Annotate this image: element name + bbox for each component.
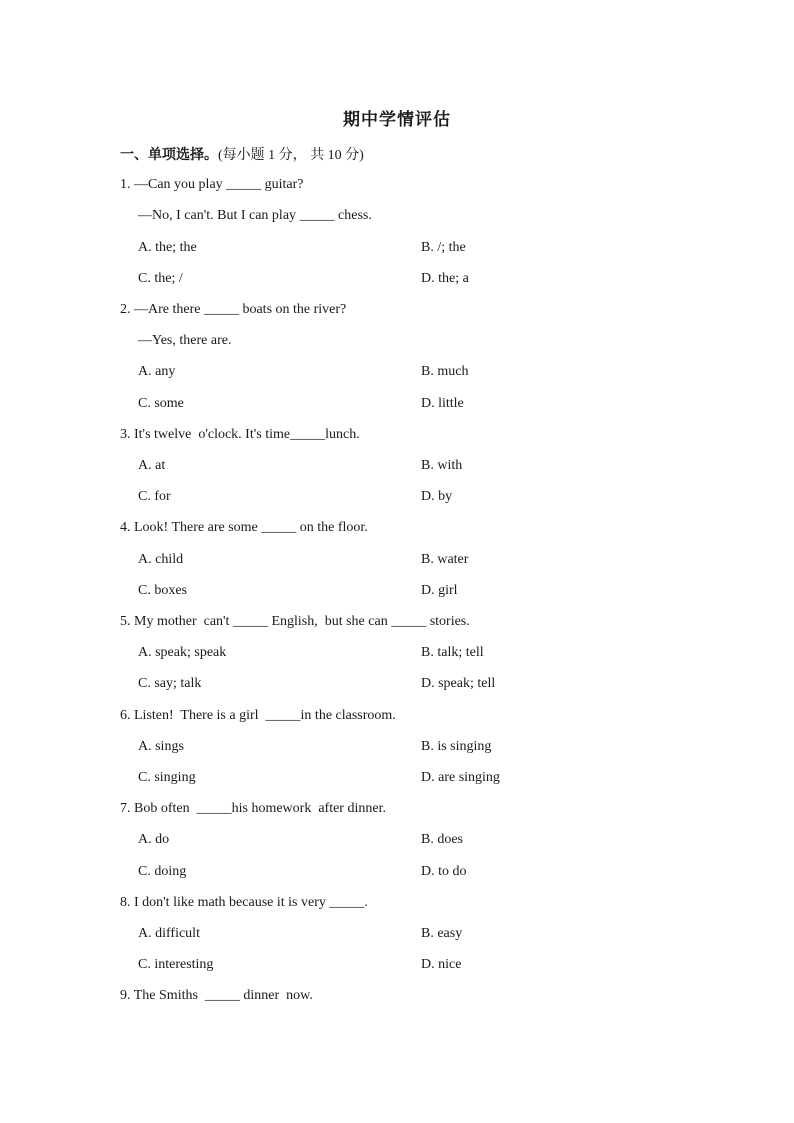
question-4-option-d: D. girl: [421, 583, 458, 598]
section-note: (每小题 1 分， 共 10 分): [218, 148, 364, 163]
question-7-option-b: B. does: [421, 832, 463, 847]
question-8-option-a: A. difficult: [138, 926, 200, 941]
question-2-reply: —Yes, there are.: [138, 333, 232, 348]
question-4-option-b: B. water: [421, 552, 469, 567]
question-1-option-b: B. /; the: [421, 240, 466, 255]
section-heading: [120, 144, 364, 164]
question-5-option-a: A. speak; speak: [138, 645, 227, 660]
question-6-option-b: B. is singing: [421, 739, 492, 754]
question-7-option-d: D. to do: [421, 864, 467, 879]
page-title: 期中学情评估: [343, 110, 451, 130]
question-8-option-b: B. easy: [421, 926, 463, 941]
question-5-stem: 5. My mother can't _____ English, but she can _____ stories.: [120, 614, 470, 629]
question-2-stem: 2. —Are there _____ boats on the river?: [120, 302, 347, 317]
question-6-option-a: A. sings: [138, 739, 184, 754]
question-3-option-c: C. for: [138, 489, 171, 504]
question-7-option-c: C. doing: [138, 864, 187, 879]
question-6-stem: 6. Listen! There is a girl _____in the classroom.: [120, 708, 396, 723]
question-5-option-b: B. talk; tell: [421, 645, 484, 660]
question-3-stem: 3. It's twelve o'clock. It's time_____lunch.: [120, 427, 360, 442]
question-5-option-d: D. speak; tell: [421, 676, 496, 691]
question-8-stem: 8. I don't like math because it is very _____.: [120, 895, 368, 910]
question-1-reply: —No, I can't. But I can play _____ chess.: [138, 208, 372, 223]
question-2-option-a: A. any: [138, 364, 176, 379]
question-2-option-c: C. some: [138, 396, 184, 411]
question-7-option-a: A. do: [138, 832, 170, 847]
question-3-option-b: B. with: [421, 458, 463, 473]
question-2-option-b: B. much: [421, 364, 469, 379]
question-8-option-d: D. nice: [421, 957, 462, 972]
question-3-option-a: A. at: [138, 458, 166, 473]
question-1-option-d: D. the; a: [421, 271, 469, 286]
question-6-option-c: C. singing: [138, 770, 196, 785]
section-label: 一、单项选择。: [120, 147, 218, 163]
question-8-option-c: C. interesting: [138, 957, 214, 972]
question-2-option-d: D. little: [421, 396, 464, 411]
question-4-stem: 4. Look! There are some _____ on the floor.: [120, 520, 368, 535]
question-1-option-a: A. the; the: [138, 240, 197, 255]
question-6-option-d: D. are singing: [421, 770, 500, 785]
question-7-stem: 7. Bob often _____his homework after dinner.: [120, 801, 386, 816]
question-9-stem: 9. The Smiths _____ dinner now.: [120, 988, 313, 1003]
question-5-option-c: C. say; talk: [138, 676, 202, 691]
question-4-option-c: C. boxes: [138, 583, 187, 598]
question-3-option-d: D. by: [421, 489, 453, 504]
question-1-option-c: C. the; /: [138, 271, 183, 286]
question-4-option-a: A. child: [138, 552, 184, 567]
question-1-stem: 1. —Can you play _____ guitar?: [120, 177, 304, 192]
